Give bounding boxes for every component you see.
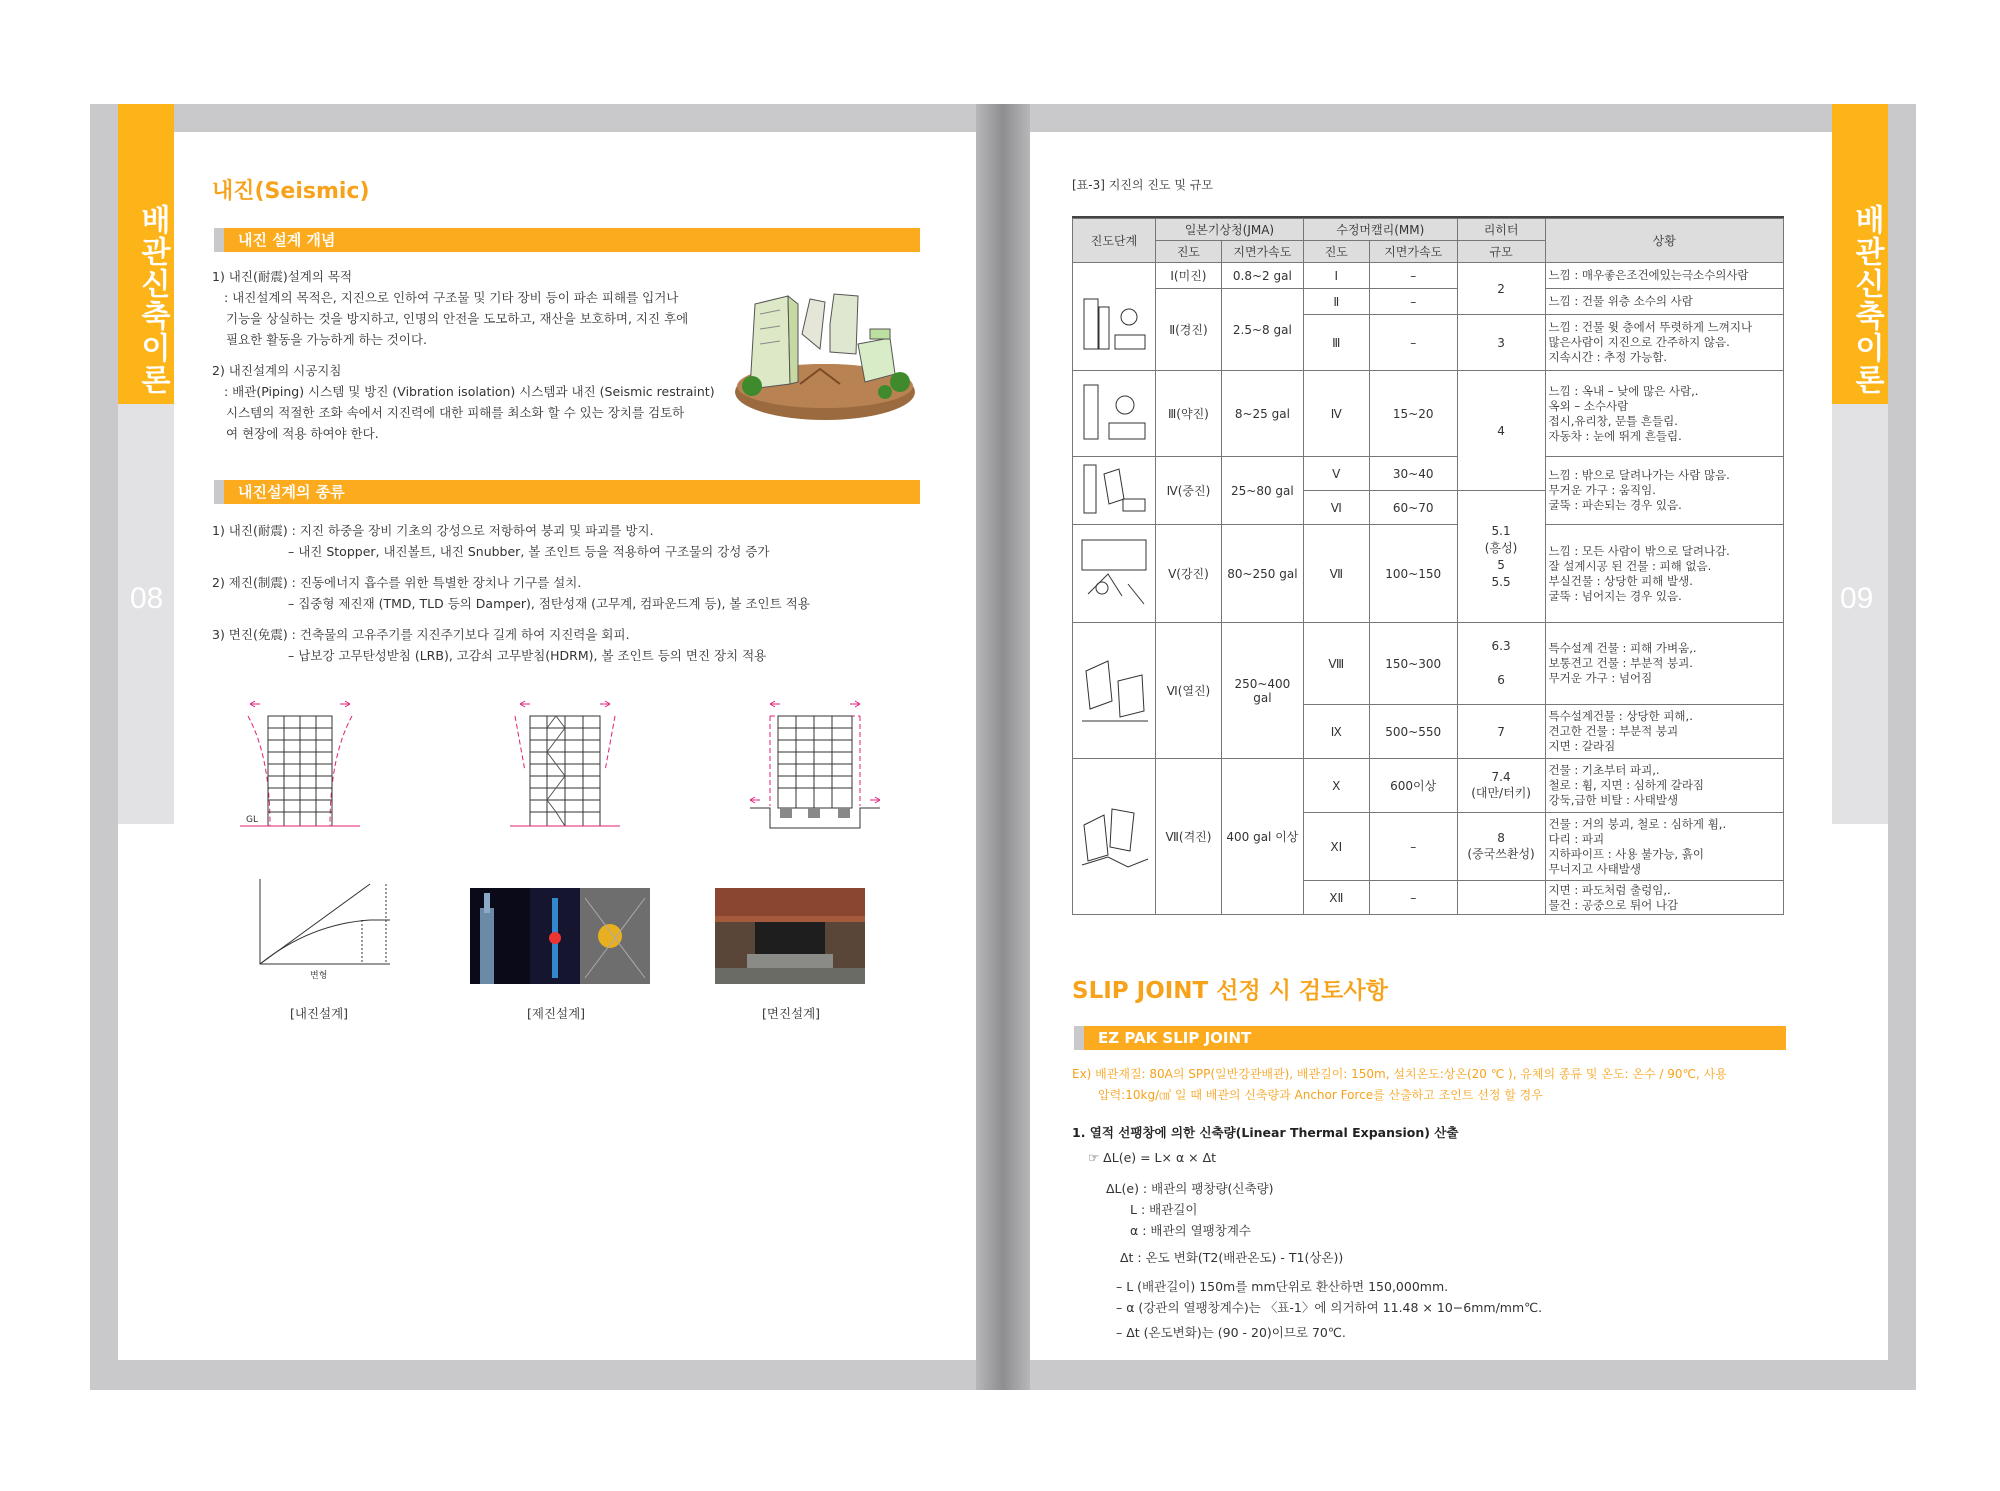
mm-accel: 15~20 <box>1369 371 1457 457</box>
calc-line: – L (배관길이) 150m를 mm단위로 환산하면 150,000mm. <box>1116 1279 1449 1294</box>
concept-line: 여 현장에 적용 하여야 한다. <box>226 426 379 441</box>
situation-text: 특수설계건물 : 상당한 피해,. 견고한 건물 : 부분적 붕괴 지면 : 갈라짐 <box>1545 705 1784 759</box>
th-mm: 수정머캘리(MM) <box>1303 219 1457 241</box>
stage-illustration-cell <box>1073 525 1156 623</box>
th-situation: 상황 <box>1545 219 1784 263</box>
th-stage: 진도단계 <box>1073 219 1156 263</box>
left-page-title: 내진(Seismic) <box>212 179 370 204</box>
richter-scale: 4 <box>1457 371 1545 491</box>
richter-scale: 7.4 (대만/터키) <box>1457 759 1545 813</box>
mm-accel: 150~300 <box>1369 623 1457 705</box>
concept-line: 2) 내진설계의 시공지침 <box>212 363 342 378</box>
jma-level: Ⅵ(열진) <box>1155 623 1221 759</box>
jma-level: Ⅳ(중진) <box>1155 457 1221 525</box>
stage-illustration-cell <box>1073 623 1156 759</box>
richter-scale <box>1457 881 1545 915</box>
mm-level: Ⅴ <box>1303 457 1369 491</box>
mm-level: Ⅸ <box>1303 705 1369 759</box>
mm-accel: 600이상 <box>1369 759 1457 813</box>
mm-level: Ⅰ <box>1303 263 1369 289</box>
stage-4-illustration <box>1079 459 1149 519</box>
mm-level: Ⅹ <box>1303 759 1369 813</box>
concept-line: 필요한 활동을 가능하게 하는 것이다. <box>226 332 427 347</box>
stage-illustration-cell <box>1073 457 1156 525</box>
example-line: Ex) 배관재질: 80A의 SPP(일반강관배관), 배관길이: 150m, 설치온도:상온(20 ℃ ), 유체의 종류 및 온도: 온수 / 90℃, 사용 <box>1072 1067 1727 1081</box>
section-heading-concept: 내진 설계 개념 <box>214 228 920 252</box>
slip-joint-title: SLIP JOINT 선정 시 검토사항 <box>1072 978 1388 1004</box>
calc-line: ΔL(e) : 배관의 팽창량(신축량) <box>1106 1181 1274 1196</box>
concept-line: 시스템의 적절한 조화 속에서 지진력에 대한 피해를 최소화 할 수 있는 장치를 검토하 <box>226 405 685 420</box>
th-richter-scale: 규모 <box>1457 241 1545 263</box>
calc-line: Δt : 온도 변화(T2(배관온도) - T1(상온)) <box>1120 1250 1344 1265</box>
stage-illustration-cell <box>1073 263 1156 371</box>
situation-text: 느낌 : 매우좋은조건에있는극소수의사람 <box>1545 263 1784 289</box>
situation-text: 느낌 : 모든 사람이 밖으로 달려나감. 잘 설계시공 된 건물 : 피해 없음. 부실건물 : 상당한 피해 발생. 굴뚝 : 넘어지는 경우 있음. <box>1545 525 1784 623</box>
seismic-design-diagrams <box>240 696 900 856</box>
mm-accel: 500~550 <box>1369 705 1457 759</box>
calc-formula: ☞ ΔL(e) = L× α × Δt <box>1088 1150 1217 1165</box>
richter-scale: 2 <box>1457 263 1545 315</box>
mm-accel: 30~40 <box>1369 457 1457 491</box>
th-jma: 일본기상청(JMA) <box>1155 219 1303 241</box>
richter-scale: 3 <box>1457 315 1545 371</box>
book-spread <box>90 104 1916 1390</box>
seismic-frame-diagram <box>240 701 360 826</box>
ground-level-label: GL <box>246 815 258 825</box>
types-line: – 납보강 고무탄성받침 (LRB), 고감쇠 고무받침(HDRM), 볼 조인트 등의 면진 장치 적용 <box>288 648 767 663</box>
stage-illustration-cell <box>1073 371 1156 457</box>
situation-text: 특수설계 건물 : 피해 가벼움,. 보통견고 건물 : 부분적 붕괴. 무거운 가구 : 넘어짐 <box>1545 623 1784 705</box>
jma-level: Ⅱ(경진) <box>1155 289 1221 371</box>
richter-scale: 7 <box>1457 705 1545 759</box>
richter-scale: 8 (중국쓰촨성) <box>1457 813 1545 881</box>
mm-accel: – <box>1369 289 1457 315</box>
damping-photo <box>470 888 650 984</box>
mm-level: Ⅵ <box>1303 491 1369 525</box>
mm-level: Ⅲ <box>1303 315 1369 371</box>
concept-line: : 내진설계의 목적은, 지진으로 인하여 구조물 및 기타 장비 등이 파손 피해를 입거나 <box>224 290 679 305</box>
mm-accel: – <box>1369 813 1457 881</box>
mm-accel: – <box>1369 263 1457 289</box>
calculation-text <box>1072 1122 1792 1343</box>
mm-accel: – <box>1369 315 1457 371</box>
concept-line: 기능을 상실하는 것을 방지하고, 인명의 안전을 도모하고, 재산을 보호하며, 지진 후에 <box>226 311 689 326</box>
calc-line: α : 배관의 열팽창계수 <box>1130 1223 1251 1238</box>
mm-level: Ⅷ <box>1303 623 1369 705</box>
mm-level: Ⅱ <box>1303 289 1369 315</box>
jma-level: Ⅶ(격진) <box>1155 759 1221 915</box>
section-heading-types: 내진설계의 종류 <box>214 480 920 504</box>
jma-level: Ⅰ(미진) <box>1155 263 1221 289</box>
stage-1-2-illustration <box>1079 287 1149 357</box>
jma-accel: 2.5~8 gal <box>1221 289 1303 371</box>
types-line: – 집중형 제진재 (TMD, TLD 등의 Damper), 점탄성재 (고무계, 컴파운드계 등), 볼 조인트 적용 <box>288 596 810 611</box>
mm-level: Ⅳ <box>1303 371 1369 457</box>
types-text <box>212 520 932 666</box>
stage-5-illustration <box>1078 534 1150 610</box>
caption-seismic: [내진설계] <box>290 1006 349 1021</box>
left-page-number: 08 <box>130 582 164 615</box>
example-text <box>1072 1064 1792 1106</box>
situation-text: 느낌 : 밖으로 달려나가는 사람 많음. 무거운 가구 : 움직임. 굴뚝 : 파손되는 경우 있음. <box>1545 457 1784 525</box>
types-line: – 내진 Stopper, 내진볼트, 내진 Snubber, 볼 조인트 등을 적용하여 구조물의 강성 증가 <box>288 544 770 559</box>
mm-accel: – <box>1369 881 1457 915</box>
stage-illustration-cell <box>1073 759 1156 915</box>
concept-line: 1) 내진(耐震)설계의 목적 <box>212 269 353 284</box>
jma-accel: 80~250 gal <box>1221 525 1303 623</box>
situation-text: 건물 : 거의 붕괴, 철로 : 심하게 휨,. 다리 : 파괴 지하파이프 : 사용 불가능, 흙이 무너지고 사태발생 <box>1545 813 1784 881</box>
stage-7-illustration <box>1078 795 1150 875</box>
isolation-bearing-photo <box>715 888 865 984</box>
jma-accel: 25~80 gal <box>1221 457 1303 525</box>
types-line: 1) 내진(耐震) : 지진 하중을 장비 기초의 강성으로 저항하여 붕괴 및 파괴를 방지. <box>212 523 654 538</box>
types-line: 2) 제진(制震) : 진동에너지 흡수를 위한 특별한 장치나 기구를 설치. <box>212 575 582 590</box>
book-gutter <box>976 104 1030 1390</box>
seismic-intensity-table <box>1072 218 1784 915</box>
force-displacement-graph <box>250 874 400 984</box>
th-richter: 리히터 <box>1457 219 1545 241</box>
right-chapter-tab-label: 배관신축이론 <box>1849 204 1884 396</box>
th-jma-accel: 지면가속도 <box>1221 241 1303 263</box>
richter-scale: 5.1 (흥성) 5 5.5 <box>1457 491 1545 623</box>
situation-text: 지면 : 파도처럼 출렁임,. 물건 : 공중으로 튀어 나감 <box>1545 881 1784 915</box>
calc-line: L : 배관길이 <box>1130 1202 1198 1217</box>
jma-level: Ⅲ(약진) <box>1155 371 1221 457</box>
th-mm-level: 진도 <box>1303 241 1369 263</box>
situation-text: 느낌 : 옥내 – 낮에 많은 사람,. 옥외 – 소수사람 접시,유리창, 문틀 흔들림. 자동차 : 눈에 뛰게 흔들림. <box>1545 371 1784 457</box>
calc-line: – α (강관의 열팽창계수)는 〈표-1〉에 의거하여 11.48 × 10−6mm/mm℃. <box>1116 1300 1543 1315</box>
slip-joint-bar: EZ PAK SLIP JOINT <box>1074 1026 1786 1050</box>
mm-accel: 100~150 <box>1369 525 1457 623</box>
types-line: 3) 면진(免震) : 건축물의 고유주기를 지진주기보다 길게 하여 지진력을 회피. <box>212 627 630 642</box>
table-caption: [표-3] 지진의 진도 및 규모 <box>1072 178 1213 192</box>
stage-6-illustration <box>1078 651 1150 727</box>
concept-text <box>212 266 732 444</box>
caption-damping: [제진설계] <box>527 1006 586 1021</box>
jma-level: Ⅴ(강진) <box>1155 525 1221 623</box>
damping-frame-diagram <box>510 701 620 826</box>
caption-isolation: [면진설계] <box>762 1006 821 1021</box>
mm-level: ⅩⅡ <box>1303 881 1369 915</box>
mm-level: Ⅶ <box>1303 525 1369 623</box>
left-chapter-tab-label: 배관신축이론 <box>135 204 170 396</box>
calc-line: – Δt (온도변화)는 (90 - 20)이므로 70℃. <box>1116 1325 1346 1340</box>
jma-accel: 0.8~2 gal <box>1221 263 1303 289</box>
calc-heading: 1. 열적 선팽창에 의한 신축량(Linear Thermal Expansion) 산출 <box>1072 1125 1459 1140</box>
jma-accel: 8~25 gal <box>1221 371 1303 457</box>
situation-text: 느낌 : 건물 윗 층에서 뚜렷하게 느껴지나 많은사람이 지진으로 간주하지 않음. 지속시간 : 추정 가능함. <box>1545 315 1784 371</box>
th-jma-level: 진도 <box>1155 241 1221 263</box>
jma-accel: 250~400 gal <box>1221 623 1303 759</box>
th-mm-accel: 지면가속도 <box>1369 241 1457 263</box>
isolation-frame-diagram <box>750 701 880 828</box>
right-page-number: 09 <box>1840 582 1874 615</box>
situation-text: 건물 : 기초부터 파괴,. 철로 : 휨, 지면 : 심하게 갈라짐 강둑,급한 비탈 : 사태발생 <box>1545 759 1784 813</box>
richter-scale: 6.3 6 <box>1457 623 1545 705</box>
situation-text: 느낌 : 건물 위층 소수의 사람 <box>1545 289 1784 315</box>
mm-accel: 60~70 <box>1369 491 1457 525</box>
earthquake-buildings-illustration <box>730 274 920 424</box>
mm-level: ⅩⅠ <box>1303 813 1369 881</box>
graph-x-label: 변형 <box>310 971 328 981</box>
example-line: 압력:10kg/㎠ 일 때 배관의 신축량과 Anchor Force를 산출하고 조인트 선정 할 경우 <box>1098 1088 1543 1102</box>
stage-3-illustration <box>1079 377 1149 447</box>
concept-line: : 배관(Piping) 시스템 및 방진 (Vibration isolation) 시스템과 내진 (Seismic restraint) <box>224 384 715 399</box>
jma-accel: 400 gal 이상 <box>1221 759 1303 915</box>
